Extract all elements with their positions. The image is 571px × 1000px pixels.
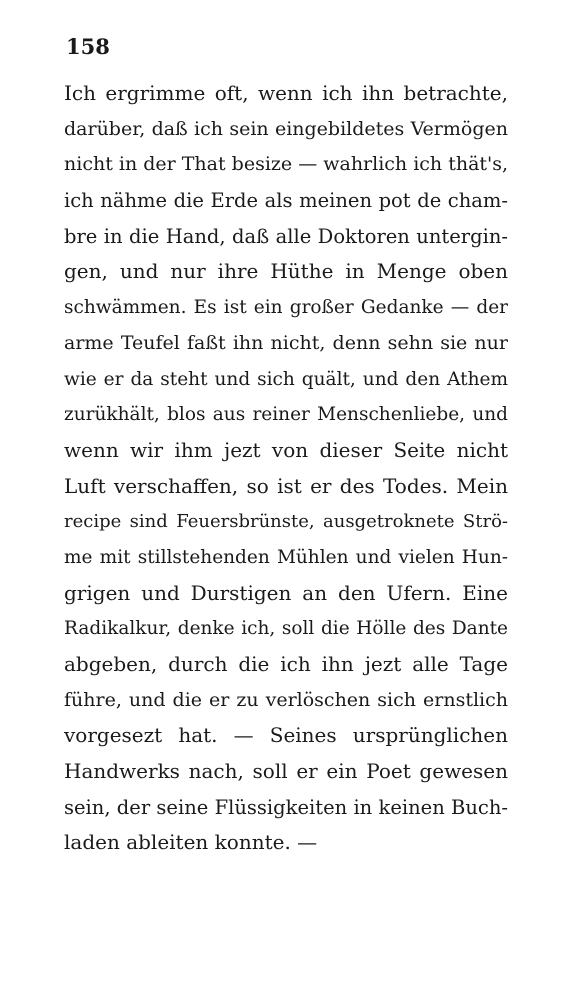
text-line: abgeben, durch die ich ihn jezt alle Tage [64, 652, 508, 676]
text-line: wie er da steht und sich quält, und den Athem [64, 368, 508, 390]
text-line: ich nähme die Erde als meinen pot de cham- [64, 189, 508, 213]
text-line: me mit stillstehenden Mühlen und vielen Hun- [64, 546, 508, 568]
page-number: 158 [66, 34, 110, 59]
text-line: führe, und die er zu verlöschen sich ernstlich [64, 688, 508, 711]
body-text [64, 76, 508, 861]
text-line: recipe sind Feuersbrünste, ausgetroknete Strö- [64, 511, 508, 533]
text-line: schwämmen. Es ist ein großer Gedanke — der [64, 297, 508, 319]
text-line: wenn wir ihm jezt von dieser Seite nicht [64, 437, 508, 462]
text-line: gen, und nur ihre Hüthe in Menge oben [64, 259, 508, 284]
text-line: bre in die Hand, daß alle Doktoren untergin- [64, 224, 508, 248]
text-line: sein, der seine Flüssigkeiten in keinen Buch- [64, 795, 508, 819]
text-line: grigen und Durstigen an den Ufern. Eine [64, 580, 508, 605]
text-line: zurükhält, blos aus reiner Menschenliebe, und [64, 404, 508, 426]
text-line: darüber, daß ich sein eingebildetes Vermögen [64, 117, 508, 140]
text-line: nicht in der That besize — wahrlich ich thät's, [64, 153, 509, 176]
text-line: Radikalkur, denke ich, soll die Hölle des Dante [64, 618, 508, 640]
text-line: Ich ergrimme oft, wenn ich ihn betrachte, [64, 81, 508, 105]
text-line: vorgesezt hat. — Seines ursprünglichen [64, 723, 508, 748]
text-line: Luft verschaffen, so ist er des Todes. Mein [64, 473, 508, 498]
text-line: arme Teufel faßt ihn nicht, denn sehn sie nur [64, 331, 508, 354]
text-line: Handwerks nach, soll er ein Poet gewesen [64, 759, 508, 784]
text-line: laden ableiten konnte. — [64, 830, 318, 855]
